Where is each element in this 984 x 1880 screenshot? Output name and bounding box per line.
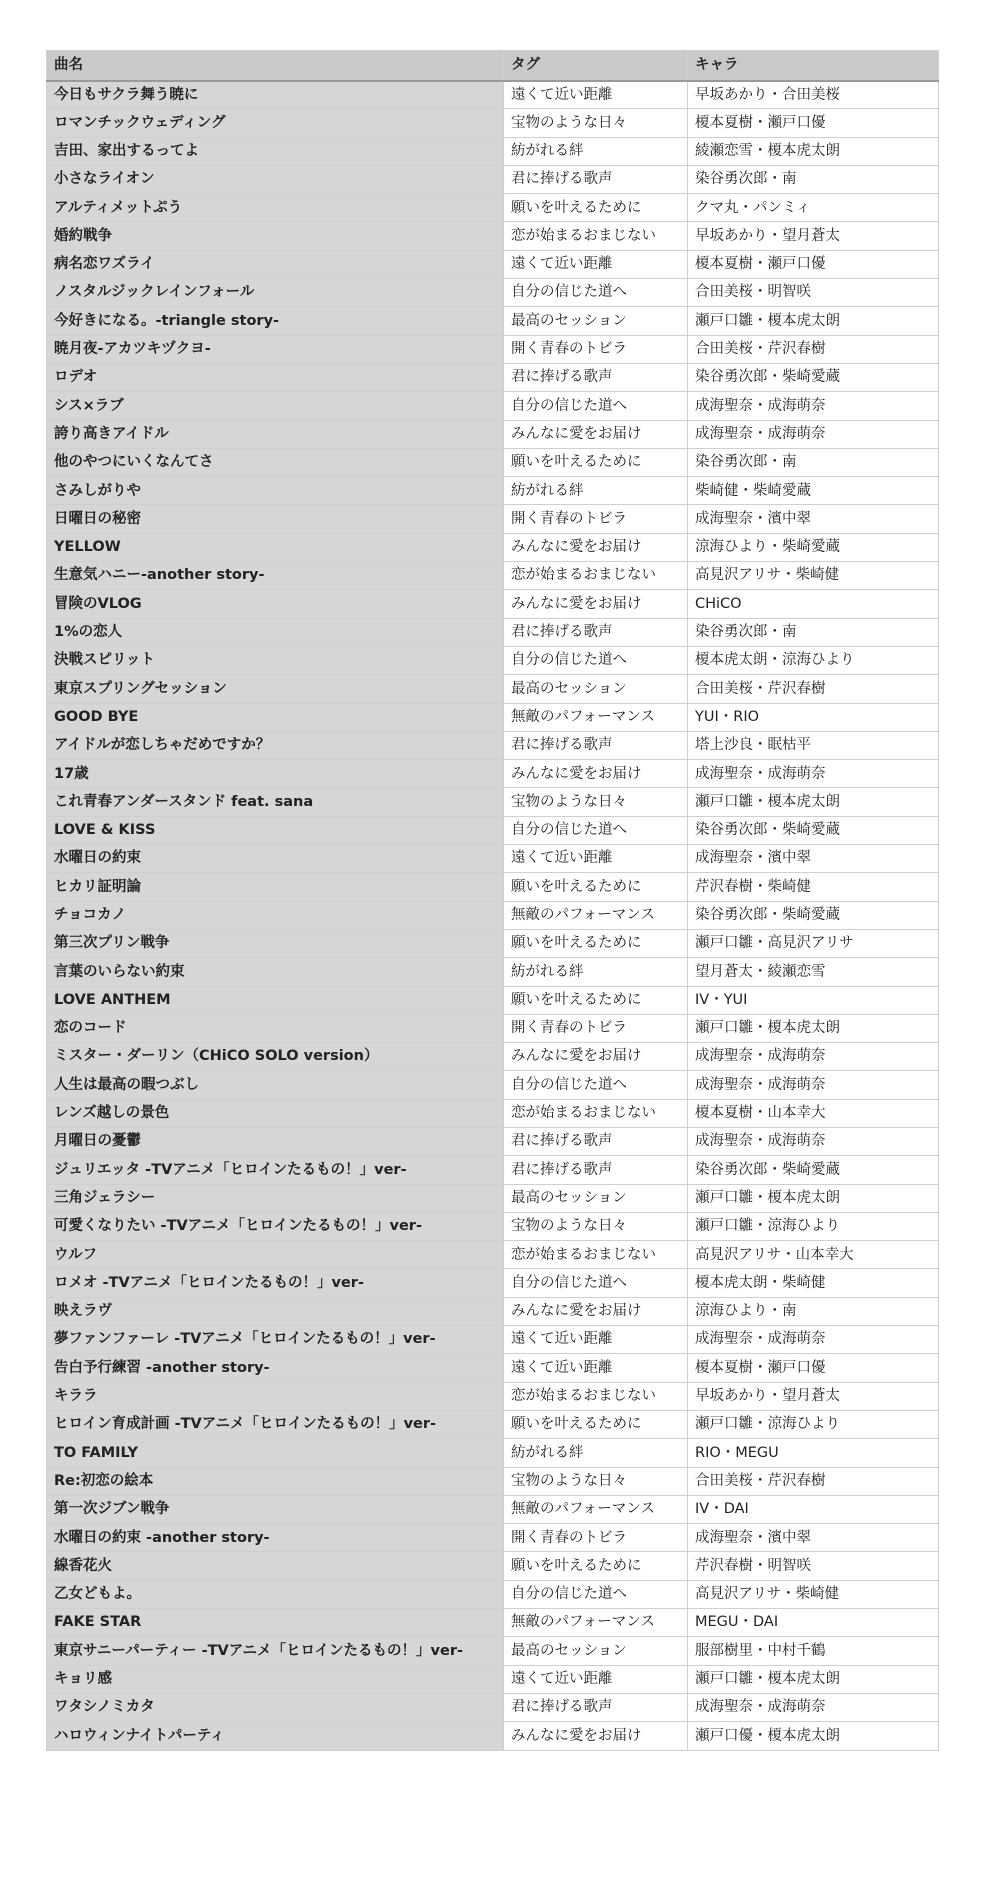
header-title: 曲名 (47, 51, 504, 81)
tag-cell: 願いを叶えるために (504, 1410, 688, 1438)
characters-cell: 成海聖奈・成海萌奈 (688, 1127, 939, 1155)
characters-cell: クマ丸・パンミィ (688, 194, 939, 222)
characters-cell: RIO・MEGU (688, 1439, 939, 1467)
tag-cell: 最高のセッション (504, 675, 688, 703)
tag-cell: 遠くて近い距離 (504, 81, 688, 109)
song-title-cell: 水曜日の約束 -another story- (47, 1524, 504, 1552)
tag-cell: 開く青春のトビラ (504, 1014, 688, 1042)
song-title-cell: 夢ファンファーレ -TVアニメ「ヒロインたるもの！」ver- (47, 1326, 504, 1354)
tag-cell: 遠くて近い距離 (504, 1326, 688, 1354)
tag-cell: 恋が始まるおまじない (504, 1382, 688, 1410)
table-body (47, 81, 939, 1751)
song-title-cell: FAKE STAR (47, 1609, 504, 1637)
song-title-cell: 言葉のいらない約束 (47, 958, 504, 986)
tag-cell: 願いを叶えるために (504, 873, 688, 901)
song-title-cell: アイドルが恋しちゃだめですか？ (47, 731, 504, 759)
tag-cell: 無敵のパフォーマンス (504, 703, 688, 731)
table-row (47, 137, 939, 165)
characters-cell: 瀬戸口雛・榎本虎太朗 (688, 307, 939, 335)
characters-cell: 望月蒼太・綾瀬恋雪 (688, 958, 939, 986)
tag-cell: みんなに愛をお届け (504, 420, 688, 448)
tag-cell: 宝物のような日々 (504, 1467, 688, 1495)
table-row (47, 81, 939, 109)
table-row (47, 1693, 939, 1721)
song-title-cell: さみしがりや (47, 477, 504, 505)
table-row (47, 590, 939, 618)
table-row (47, 1127, 939, 1155)
tag-cell: 自分の信じた道へ (504, 1071, 688, 1099)
characters-cell: 塔上沙良・眠枯平 (688, 731, 939, 759)
song-title-cell: キララ (47, 1382, 504, 1410)
tag-cell: 紡がれる絆 (504, 1439, 688, 1467)
table-row (47, 109, 939, 137)
song-title-cell: 乙女どもよ。 (47, 1580, 504, 1608)
tag-cell: 開く青春のトビラ (504, 335, 688, 363)
characters-cell: 高見沢アリサ・山本幸大 (688, 1241, 939, 1269)
song-title-cell: ロマンチックウェディング (47, 109, 504, 137)
song-title-cell: 恋のコード (47, 1014, 504, 1042)
song-title-cell: 三角ジェラシー (47, 1184, 504, 1212)
tag-cell: 君に捧げる歌声 (504, 618, 688, 646)
tag-cell: 君に捧げる歌声 (504, 1127, 688, 1155)
table-row (47, 1241, 939, 1269)
song-title-cell: 小さなライオン (47, 165, 504, 193)
tag-cell: 君に捧げる歌声 (504, 363, 688, 391)
tag-cell: 最高のセッション (504, 1637, 688, 1665)
characters-cell: 高見沢アリサ・柴崎健 (688, 562, 939, 590)
header-row (47, 51, 939, 81)
tag-cell: 無敵のパフォーマンス (504, 1495, 688, 1523)
tag-cell: 宝物のような日々 (504, 788, 688, 816)
song-title-cell: 第一次ジブン戦争 (47, 1495, 504, 1523)
characters-cell: 榎本虎太朗・柴崎健 (688, 1269, 939, 1297)
table-header (47, 51, 939, 81)
tag-cell: 宝物のような日々 (504, 109, 688, 137)
song-title-cell: TO FAMILY (47, 1439, 504, 1467)
tag-cell: みんなに愛をお届け (504, 590, 688, 618)
tag-cell: 最高のセッション (504, 307, 688, 335)
table-row (47, 958, 939, 986)
song-title-cell: 冒険のVLOG (47, 590, 504, 618)
characters-cell: 榎本夏樹・瀬戸口優 (688, 250, 939, 278)
table-row (47, 845, 939, 873)
table-row (47, 1467, 939, 1495)
song-title-cell: 17歳 (47, 760, 504, 788)
characters-cell: 成海聖奈・濱中翠 (688, 845, 939, 873)
characters-cell: YUI・RIO (688, 703, 939, 731)
table-row (47, 1184, 939, 1212)
characters-cell: 成海聖奈・成海萌奈 (688, 1071, 939, 1099)
table-row (47, 703, 939, 731)
characters-cell: 瀬戸口雛・涼海ひより (688, 1212, 939, 1240)
song-title-cell: 暁月夜-アカツキヅクヨ- (47, 335, 504, 363)
song-title-cell: 月曜日の憂鬱 (47, 1127, 504, 1155)
song-title-cell: YELLOW (47, 533, 504, 561)
song-title-cell: ヒカリ証明論 (47, 873, 504, 901)
characters-cell: 榎本夏樹・瀬戸口優 (688, 109, 939, 137)
characters-cell: MEGU・DAI (688, 1609, 939, 1637)
table-row (47, 533, 939, 561)
tag-cell: 自分の信じた道へ (504, 816, 688, 844)
tag-cell: 無敵のパフォーマンス (504, 901, 688, 929)
song-title-cell: 他のやつにいくなんてさ (47, 448, 504, 476)
song-title-cell: ワタシノミカタ (47, 1693, 504, 1721)
table-row (47, 1297, 939, 1325)
table-row (47, 448, 939, 476)
characters-cell: 合田美桜・芹沢春樹 (688, 1467, 939, 1495)
table-row (47, 505, 939, 533)
characters-cell: 成海聖奈・成海萌奈 (688, 1693, 939, 1721)
table-row (47, 165, 939, 193)
song-title-cell: 映えラヴ (47, 1297, 504, 1325)
tag-cell: 君に捧げる歌声 (504, 731, 688, 759)
table-row (47, 250, 939, 278)
song-title-cell: 第三次プリン戦争 (47, 929, 504, 957)
characters-cell: 染谷勇次郎・南 (688, 165, 939, 193)
characters-cell: 成海聖奈・成海萌奈 (688, 760, 939, 788)
characters-cell: 瀬戸口雛・高見沢アリサ (688, 929, 939, 957)
table-row (47, 1326, 939, 1354)
characters-cell: 染谷勇次郎・柴崎愛蔵 (688, 363, 939, 391)
characters-cell: 榎本虎太朗・涼海ひより (688, 646, 939, 674)
song-title-cell: レンズ越しの景色 (47, 1099, 504, 1127)
table-row (47, 279, 939, 307)
characters-cell: 染谷勇次郎・南 (688, 448, 939, 476)
table-row (47, 901, 939, 929)
table-row (47, 1552, 939, 1580)
song-title-cell: ジュリエッタ -TVアニメ「ヒロインたるもの！」ver- (47, 1156, 504, 1184)
table-row (47, 618, 939, 646)
table-row (47, 1410, 939, 1438)
song-title-cell: LOVE & KISS (47, 816, 504, 844)
song-title-cell: 告白予行練習 -another story- (47, 1354, 504, 1382)
song-title-cell: Re:初恋の絵本 (47, 1467, 504, 1495)
table-row (47, 788, 939, 816)
characters-cell: IV・DAI (688, 1495, 939, 1523)
table-row (47, 363, 939, 391)
tag-cell: 遠くて近い距離 (504, 845, 688, 873)
table-row (47, 392, 939, 420)
characters-cell: 合田美桜・芹沢春樹 (688, 675, 939, 703)
tag-cell: 遠くて近い距離 (504, 1665, 688, 1693)
song-title-cell: ロメオ -TVアニメ「ヒロインたるもの！」ver- (47, 1269, 504, 1297)
table-row (47, 1099, 939, 1127)
characters-cell: 成海聖奈・成海萌奈 (688, 1326, 939, 1354)
characters-cell: 瀬戸口優・榎本虎太朗 (688, 1722, 939, 1750)
song-title-cell: シス×ラブ (47, 392, 504, 420)
tag-cell: 自分の信じた道へ (504, 1580, 688, 1608)
song-title-cell: ノスタルジックレインフォール (47, 279, 504, 307)
characters-cell: 染谷勇次郎・柴崎愛蔵 (688, 1156, 939, 1184)
characters-cell: 成海聖奈・成海萌奈 (688, 420, 939, 448)
tag-cell: 恋が始まるおまじない (504, 1099, 688, 1127)
characters-cell: 染谷勇次郎・南 (688, 618, 939, 646)
tag-cell: 願いを叶えるために (504, 448, 688, 476)
characters-cell: 成海聖奈・成海萌奈 (688, 1043, 939, 1071)
characters-cell: 芹沢春樹・柴崎健 (688, 873, 939, 901)
characters-cell: 合田美桜・芹沢春樹 (688, 335, 939, 363)
characters-cell: IV・YUI (688, 986, 939, 1014)
tag-cell: 自分の信じた道へ (504, 1269, 688, 1297)
tag-cell: 無敵のパフォーマンス (504, 1609, 688, 1637)
table-row (47, 986, 939, 1014)
tag-cell: 願いを叶えるために (504, 194, 688, 222)
characters-cell: 合田美桜・明智咲 (688, 279, 939, 307)
table-row (47, 222, 939, 250)
characters-cell: 早坂あかり・望月蒼太 (688, 222, 939, 250)
song-title-cell: ヒロイン育成計画 -TVアニメ「ヒロインたるもの！」ver- (47, 1410, 504, 1438)
tag-cell: 開く青春のトビラ (504, 1524, 688, 1552)
tag-cell: 願いを叶えるために (504, 929, 688, 957)
tag-cell: 願いを叶えるために (504, 986, 688, 1014)
tag-cell: 自分の信じた道へ (504, 646, 688, 674)
characters-cell: 高見沢アリサ・柴崎健 (688, 1580, 939, 1608)
table-row (47, 1212, 939, 1240)
song-title-cell: GOOD BYE (47, 703, 504, 731)
tag-cell: 恋が始まるおまじない (504, 562, 688, 590)
tag-cell: みんなに愛をお届け (504, 760, 688, 788)
table-row (47, 873, 939, 901)
table-row (47, 562, 939, 590)
song-title-cell: 線香花火 (47, 1552, 504, 1580)
song-title-cell: 東京スプリングセッション (47, 675, 504, 703)
song-title-cell: 今好きになる。-triangle story- (47, 307, 504, 335)
table-row (47, 477, 939, 505)
tag-cell: みんなに愛をお届け (504, 533, 688, 561)
tag-cell: 恋が始まるおまじない (504, 1241, 688, 1269)
table-row (47, 1637, 939, 1665)
table-row (47, 1580, 939, 1608)
tag-cell: 紡がれる絆 (504, 958, 688, 986)
tag-cell: 遠くて近い距離 (504, 1354, 688, 1382)
table-row (47, 1609, 939, 1637)
song-title-cell: これ青春アンダースタンド feat. sana (47, 788, 504, 816)
tag-cell: みんなに愛をお届け (504, 1043, 688, 1071)
characters-cell: 早坂あかり・合田美桜 (688, 81, 939, 109)
tag-cell: 最高のセッション (504, 1184, 688, 1212)
tag-cell: 宝物のような日々 (504, 1212, 688, 1240)
song-title-cell: 吉田、家出するってよ (47, 137, 504, 165)
characters-cell: 早坂あかり・望月蒼太 (688, 1382, 939, 1410)
table-row (47, 307, 939, 335)
song-title-cell: 可愛くなりたい -TVアニメ「ヒロインたるもの！」ver- (47, 1212, 504, 1240)
table-row (47, 1382, 939, 1410)
song-title-cell: キョリ感 (47, 1665, 504, 1693)
characters-cell: 服部樹里・中村千鶴 (688, 1637, 939, 1665)
tag-cell: みんなに愛をお届け (504, 1722, 688, 1750)
characters-cell: 染谷勇次郎・柴崎愛蔵 (688, 816, 939, 844)
tag-cell: 紡がれる絆 (504, 137, 688, 165)
song-title-cell: 決戦スピリット (47, 646, 504, 674)
song-title-cell: 水曜日の約束 (47, 845, 504, 873)
table-row (47, 1071, 939, 1099)
song-table (46, 50, 939, 1751)
table-row (47, 1439, 939, 1467)
tag-cell: 君に捧げる歌声 (504, 165, 688, 193)
song-title-cell: 1%の恋人 (47, 618, 504, 646)
table-row (47, 731, 939, 759)
characters-cell: 染谷勇次郎・柴崎愛蔵 (688, 901, 939, 929)
song-title-cell: 日曜日の秘密 (47, 505, 504, 533)
characters-cell: 成海聖奈・濱中翠 (688, 505, 939, 533)
table-row (47, 1495, 939, 1523)
tag-cell: 自分の信じた道へ (504, 279, 688, 307)
tag-cell: 恋が始まるおまじない (504, 222, 688, 250)
song-title-cell: ウルフ (47, 1241, 504, 1269)
characters-cell: 瀬戸口雛・榎本虎太朗 (688, 1014, 939, 1042)
header-characters: キャラ (688, 51, 939, 81)
characters-cell: 成海聖奈・濱中翠 (688, 1524, 939, 1552)
characters-cell: 瀬戸口雛・涼海ひより (688, 1410, 939, 1438)
song-title-cell: ミスター・ダーリン（CHiCO SOLO version） (47, 1043, 504, 1071)
table-row (47, 1156, 939, 1184)
song-title-cell: チョコカノ (47, 901, 504, 929)
tag-cell: 君に捧げる歌声 (504, 1156, 688, 1184)
song-title-cell: ハロウィンナイトパーティ (47, 1722, 504, 1750)
characters-cell: 涼海ひより・柴崎愛蔵 (688, 533, 939, 561)
tag-cell: 願いを叶えるために (504, 1552, 688, 1580)
song-title-cell: 東京サニーパーティー -TVアニメ「ヒロインたるもの！」ver- (47, 1637, 504, 1665)
characters-cell: 成海聖奈・成海萌奈 (688, 392, 939, 420)
song-title-cell: 今日もサクラ舞う暁に (47, 81, 504, 109)
tag-cell: 自分の信じた道へ (504, 392, 688, 420)
characters-cell: 瀬戸口雛・榎本虎太朗 (688, 1665, 939, 1693)
characters-cell: 榎本夏樹・瀬戸口優 (688, 1354, 939, 1382)
tag-cell: 遠くて近い距離 (504, 250, 688, 278)
characters-cell: 涼海ひより・南 (688, 1297, 939, 1325)
song-title-cell: 婚約戦争 (47, 222, 504, 250)
table-row (47, 760, 939, 788)
tag-cell: みんなに愛をお届け (504, 1297, 688, 1325)
characters-cell: 榎本夏樹・山本幸大 (688, 1099, 939, 1127)
characters-cell: 綾瀬恋雪・榎本虎太朗 (688, 137, 939, 165)
song-title-cell: ロデオ (47, 363, 504, 391)
table-row (47, 816, 939, 844)
characters-cell: 瀬戸口雛・榎本虎太朗 (688, 1184, 939, 1212)
characters-cell: 芹沢春樹・明智咲 (688, 1552, 939, 1580)
song-title-cell: LOVE ANTHEM (47, 986, 504, 1014)
table-row (47, 1269, 939, 1297)
table-row (47, 1665, 939, 1693)
table-row (47, 335, 939, 363)
table-row (47, 194, 939, 222)
song-title-cell: 人生は最高の暇つぶし (47, 1071, 504, 1099)
table-row (47, 1524, 939, 1552)
tag-cell: 紡がれる絆 (504, 477, 688, 505)
characters-cell: CHiCO (688, 590, 939, 618)
song-title-cell: 病名恋ワズライ (47, 250, 504, 278)
table-row (47, 1354, 939, 1382)
header-tag: タグ (504, 51, 688, 81)
table-row (47, 646, 939, 674)
song-title-cell: 誇り高きアイドル (47, 420, 504, 448)
characters-cell: 柴崎健・柴崎愛蔵 (688, 477, 939, 505)
characters-cell: 瀬戸口雛・榎本虎太朗 (688, 788, 939, 816)
tag-cell: 君に捧げる歌声 (504, 1693, 688, 1721)
table-row (47, 1014, 939, 1042)
table-row (47, 929, 939, 957)
song-title-cell: 生意気ハニー-another story- (47, 562, 504, 590)
table-row (47, 420, 939, 448)
tag-cell: 開く青春のトビラ (504, 505, 688, 533)
table-row (47, 675, 939, 703)
table-row (47, 1043, 939, 1071)
table-row (47, 1722, 939, 1750)
song-title-cell: アルティメットぷう (47, 194, 504, 222)
